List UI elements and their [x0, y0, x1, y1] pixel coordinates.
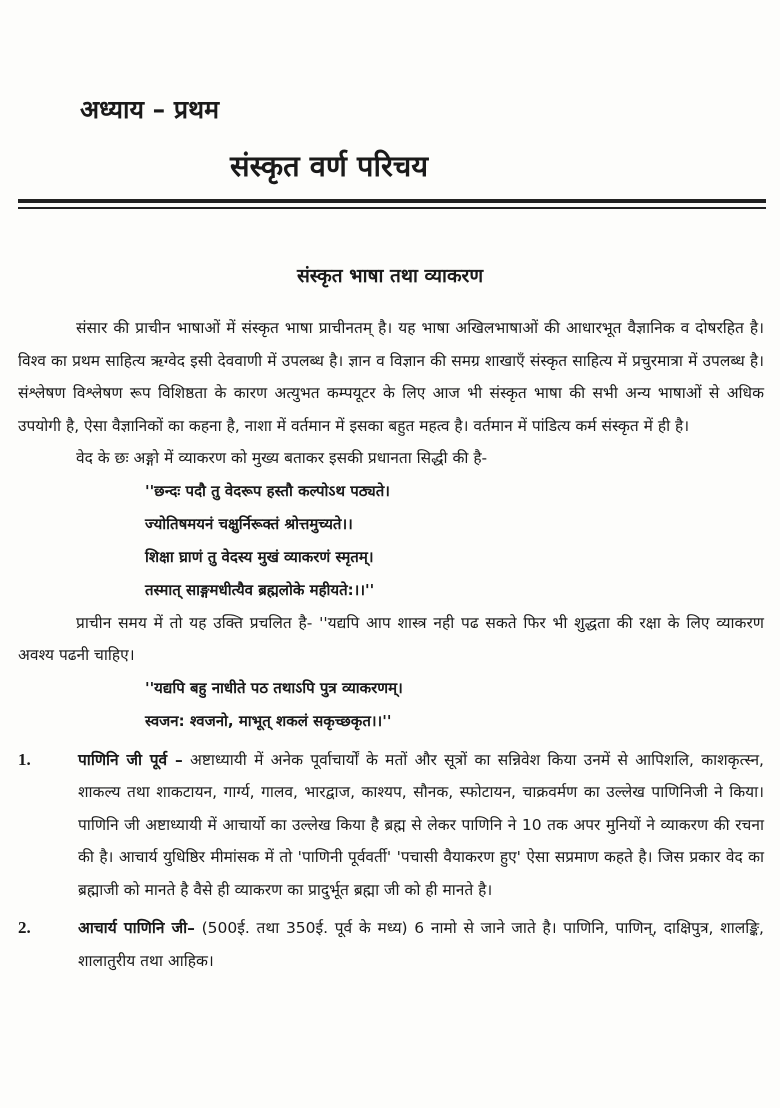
verse-line: ''यद्यपि बहु नाधीते पठ तथाऽपि पुत्र व्याकरणम्।	[145, 678, 403, 697]
title-divider-thick	[18, 199, 766, 203]
paragraph: संसार की प्राचीन भाषाओं में संस्कृत भाषा प्राचीनतम् है। यह भाषा अखिलभाषाओं की आधारभूत वैज्ञानिक व दोषरहित है। विश्व का प्रथम साहित्य ऋग्वेद इसी देववाणी में उपलब्ध है। ज्ञान व विज्ञान की समग्र शाखाएँ संस्कृत साहित्य में प्रचुरमात्रा में उपलब्ध है। संश्लेषण विश्लेषण रूप विशिष्ठता के कारण अत्युभत कम्पयूटर के लिए आज भी संस्कृत भाषा की सभी अन्य भाषाओं से अधिक उपयोगी है, ऐसा वैज्ञानिकों का कहना है, नाशा में वर्तमान में इसका बहुत महत्व है। वर्तमान में पांडित्य कर्म संस्कृत में ही है।	[18, 319, 764, 435]
chapter-title: संस्कृत वर्ण परिचय	[230, 149, 429, 183]
body-content	[18, 312, 764, 977]
list-item-text: अष्टाध्यायी में अनेक पूर्वाचार्यों के मतों और सूत्रों का सन्निवेश किया उनमें से आपिशलि, काशकृत्स्न, शाकल्य तथा शाकटायन, गार्ग्य, गालव, भारद्वाज, काश्यप, सौनक, स्फोटायन, चाक्रवर्मण का उल्लेख पाणिनिजी ने किया। पाणिनि जी अष्टाध्यायी में आचार्यो का उल्लेख किया है ब्रह्म से लेकर पाणिनि ने 10 तक अपर मुनियों ने व्याकरण की रचना की है। आचार्य युधिष्ठिर मीमांसक में तो 'पाणिनी पूर्ववर्ती' 'पचासी वैयाकरण हुए' ऐसा सप्रमाण कहते है। जिस प्रकार वेद का ब्रह्माजी को मानते है वैसे ही व्याकरण का प्रादुर्भूत ब्रह्मा जी को ही मानते है।	[78, 750, 764, 899]
verse-block	[18, 672, 764, 738]
list-number: 2.	[18, 918, 31, 937]
paragraph: प्राचीन समय में तो यह उक्ति प्रचलित है- ''यद्यपि आप शास्त्र नही पढ सकते फिर भी शुद्धता की रक्षा के लिए व्याकरण अवश्य पढनी चाहिए।	[18, 613, 764, 664]
list-item	[18, 744, 764, 907]
verse-line: शिक्षा घ्राणं तु वेदस्य मुखं व्याकरणं स्मृतम्।	[145, 547, 374, 566]
list-item	[18, 912, 764, 977]
list-item-label: पाणिनि जी पूर्व –	[78, 750, 183, 769]
section-heading: संस्कृत भाषा तथा व्याकरण	[296, 265, 484, 287]
verse-line: ज्योतिषमयनं चक्षुर्निरूक्तं श्रोत्तमुच्यते।।	[145, 514, 353, 533]
list-number: 1.	[18, 749, 31, 769]
verse-block	[18, 475, 764, 607]
verse-line: ''छन्दः पदौ तु वेदरूप हस्तौ कल्पोऽथ पठ्यते।	[145, 481, 390, 500]
chapter-label: अध्याय – प्रथम	[80, 95, 220, 124]
list-item-text: (500ई. तथा 350ई. पूर्व के मध्य) 6 नामो से जाने जाते है। पाणिनि, पाणिन्, दाक्षिपुत्र, शालङ्कि, शालातुरीय तथा आहिक।	[78, 919, 764, 970]
list-item-label: आचार्य पाणिनि जी–	[78, 919, 195, 937]
verse-line: स्वजन: श्वजनो, माभूत् शकलं सकृच्छकृत।।''	[145, 711, 392, 730]
title-divider-thin	[18, 207, 766, 209]
paragraph: वेद के छः अङ्गो में व्याकरण को मुख्य बताकर इसकी प्रधानता सिद्धी की है-	[76, 449, 488, 467]
verse-line: तस्मात् साङ्गमधीत्यैव ब्रह्मलोके महीयते:।।''	[145, 580, 375, 599]
